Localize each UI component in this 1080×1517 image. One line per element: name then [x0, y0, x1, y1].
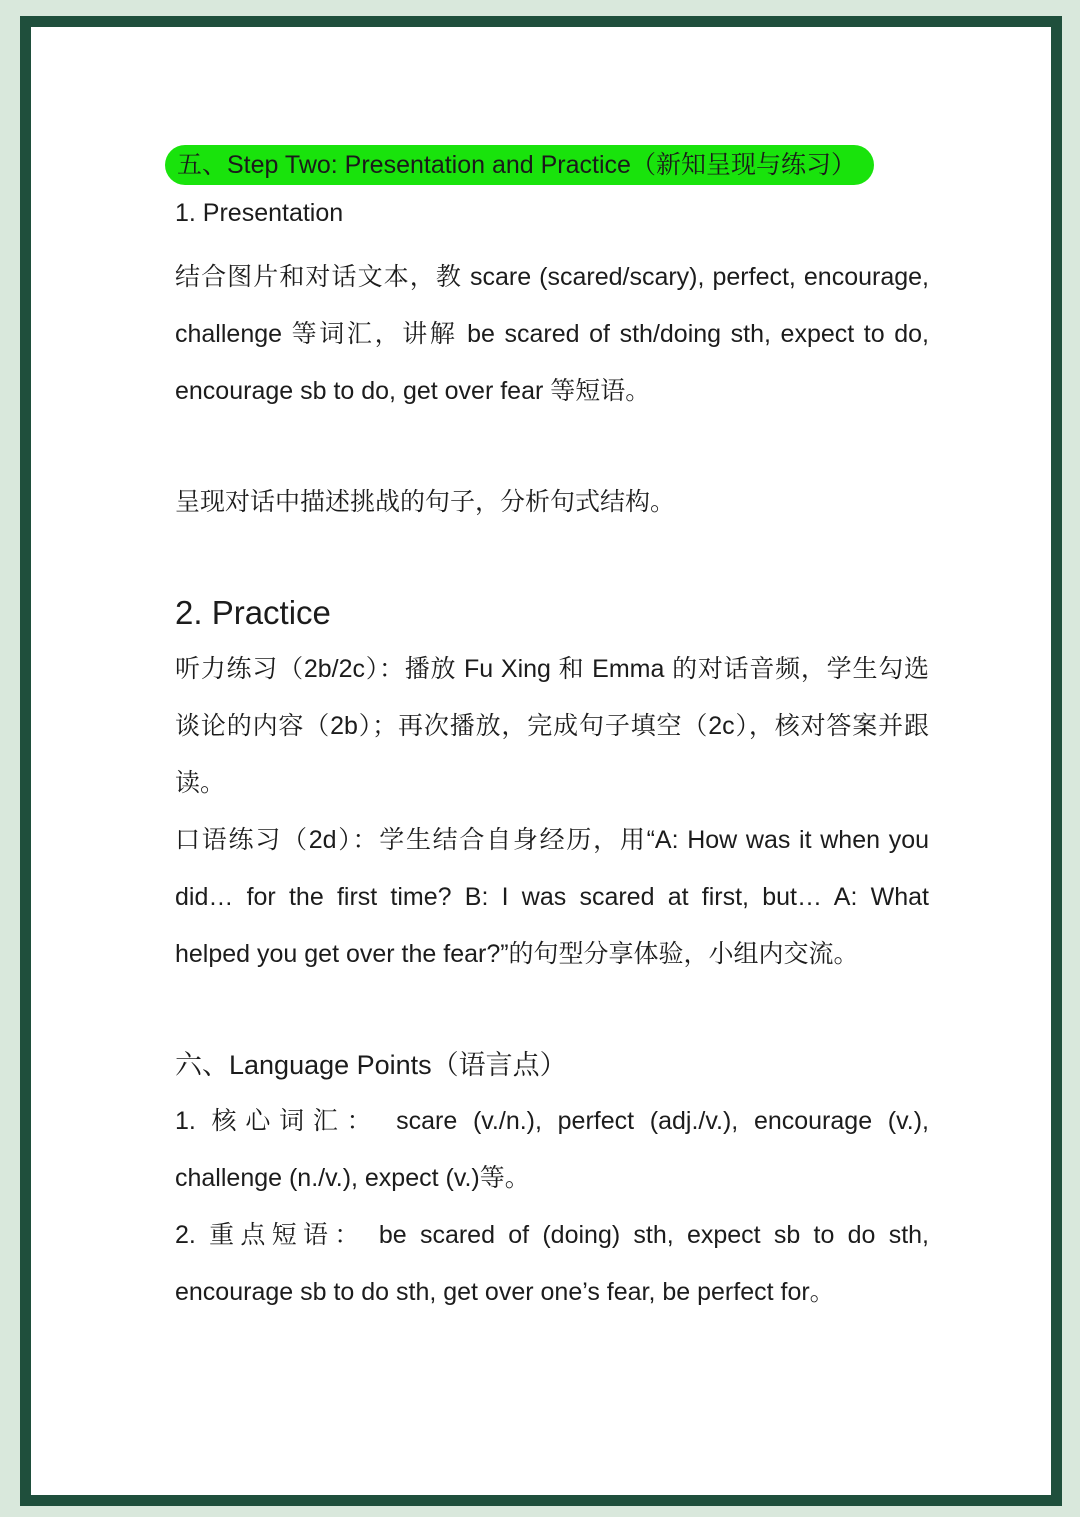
document-frame	[20, 16, 1062, 1506]
language-points-item-2: 2. 重点短语： be scared of (doing) sth, expect sb to do sth, encourage sb to do sth, get over one’s fear, be perfect for。	[175, 1221, 929, 1306]
presentation-paragraph-2: 呈现对话中描述挑战的句子，分析句式结构。	[175, 488, 676, 516]
language-points-item-1: 1. 核心词汇： scare (v./n.), perfect (adj./v.), encourage (v.), challenge (n./v.), expect (v.)等。	[175, 1107, 929, 1192]
section-five-title-wrap	[165, 145, 929, 185]
document-content	[175, 145, 929, 1321]
section-six-title: 六、Language Points（语言点）	[175, 1050, 567, 1080]
presentation-paragraph-1: 结合图片和对话文本，教 scare (scared/scary), perfect, encourage, challenge 等词汇，讲解 be scared of sth/doing sth, expect to do, encourage sb to do, get over fear 等短语。	[175, 263, 929, 405]
speaking-practice-paragraph: 口语练习（2d）：学生结合自身经历，用“A: How was it when you did… for the first time? B: I was scared at first, but… A: What helped you get over the fear?”的句型分享体验，小组内交流。	[175, 826, 929, 968]
listening-practice-paragraph: 听力练习（2b/2c）：播放 Fu Xing 和 Emma 的对话音频，学生勾选谈论的内容（2b）；再次播放，完成句子填空（2c），核对答案并跟读。	[175, 655, 929, 797]
practice-heading: 2. Practice	[175, 594, 331, 631]
spacer	[175, 420, 929, 474]
presentation-heading: 1. Presentation	[175, 199, 344, 227]
section-five-title: 五、Step Two: Presentation and Practice（新知呈现与练习）	[165, 145, 874, 185]
spacer	[175, 531, 929, 593]
document-page	[31, 27, 1051, 1495]
spacer	[175, 983, 929, 1045]
